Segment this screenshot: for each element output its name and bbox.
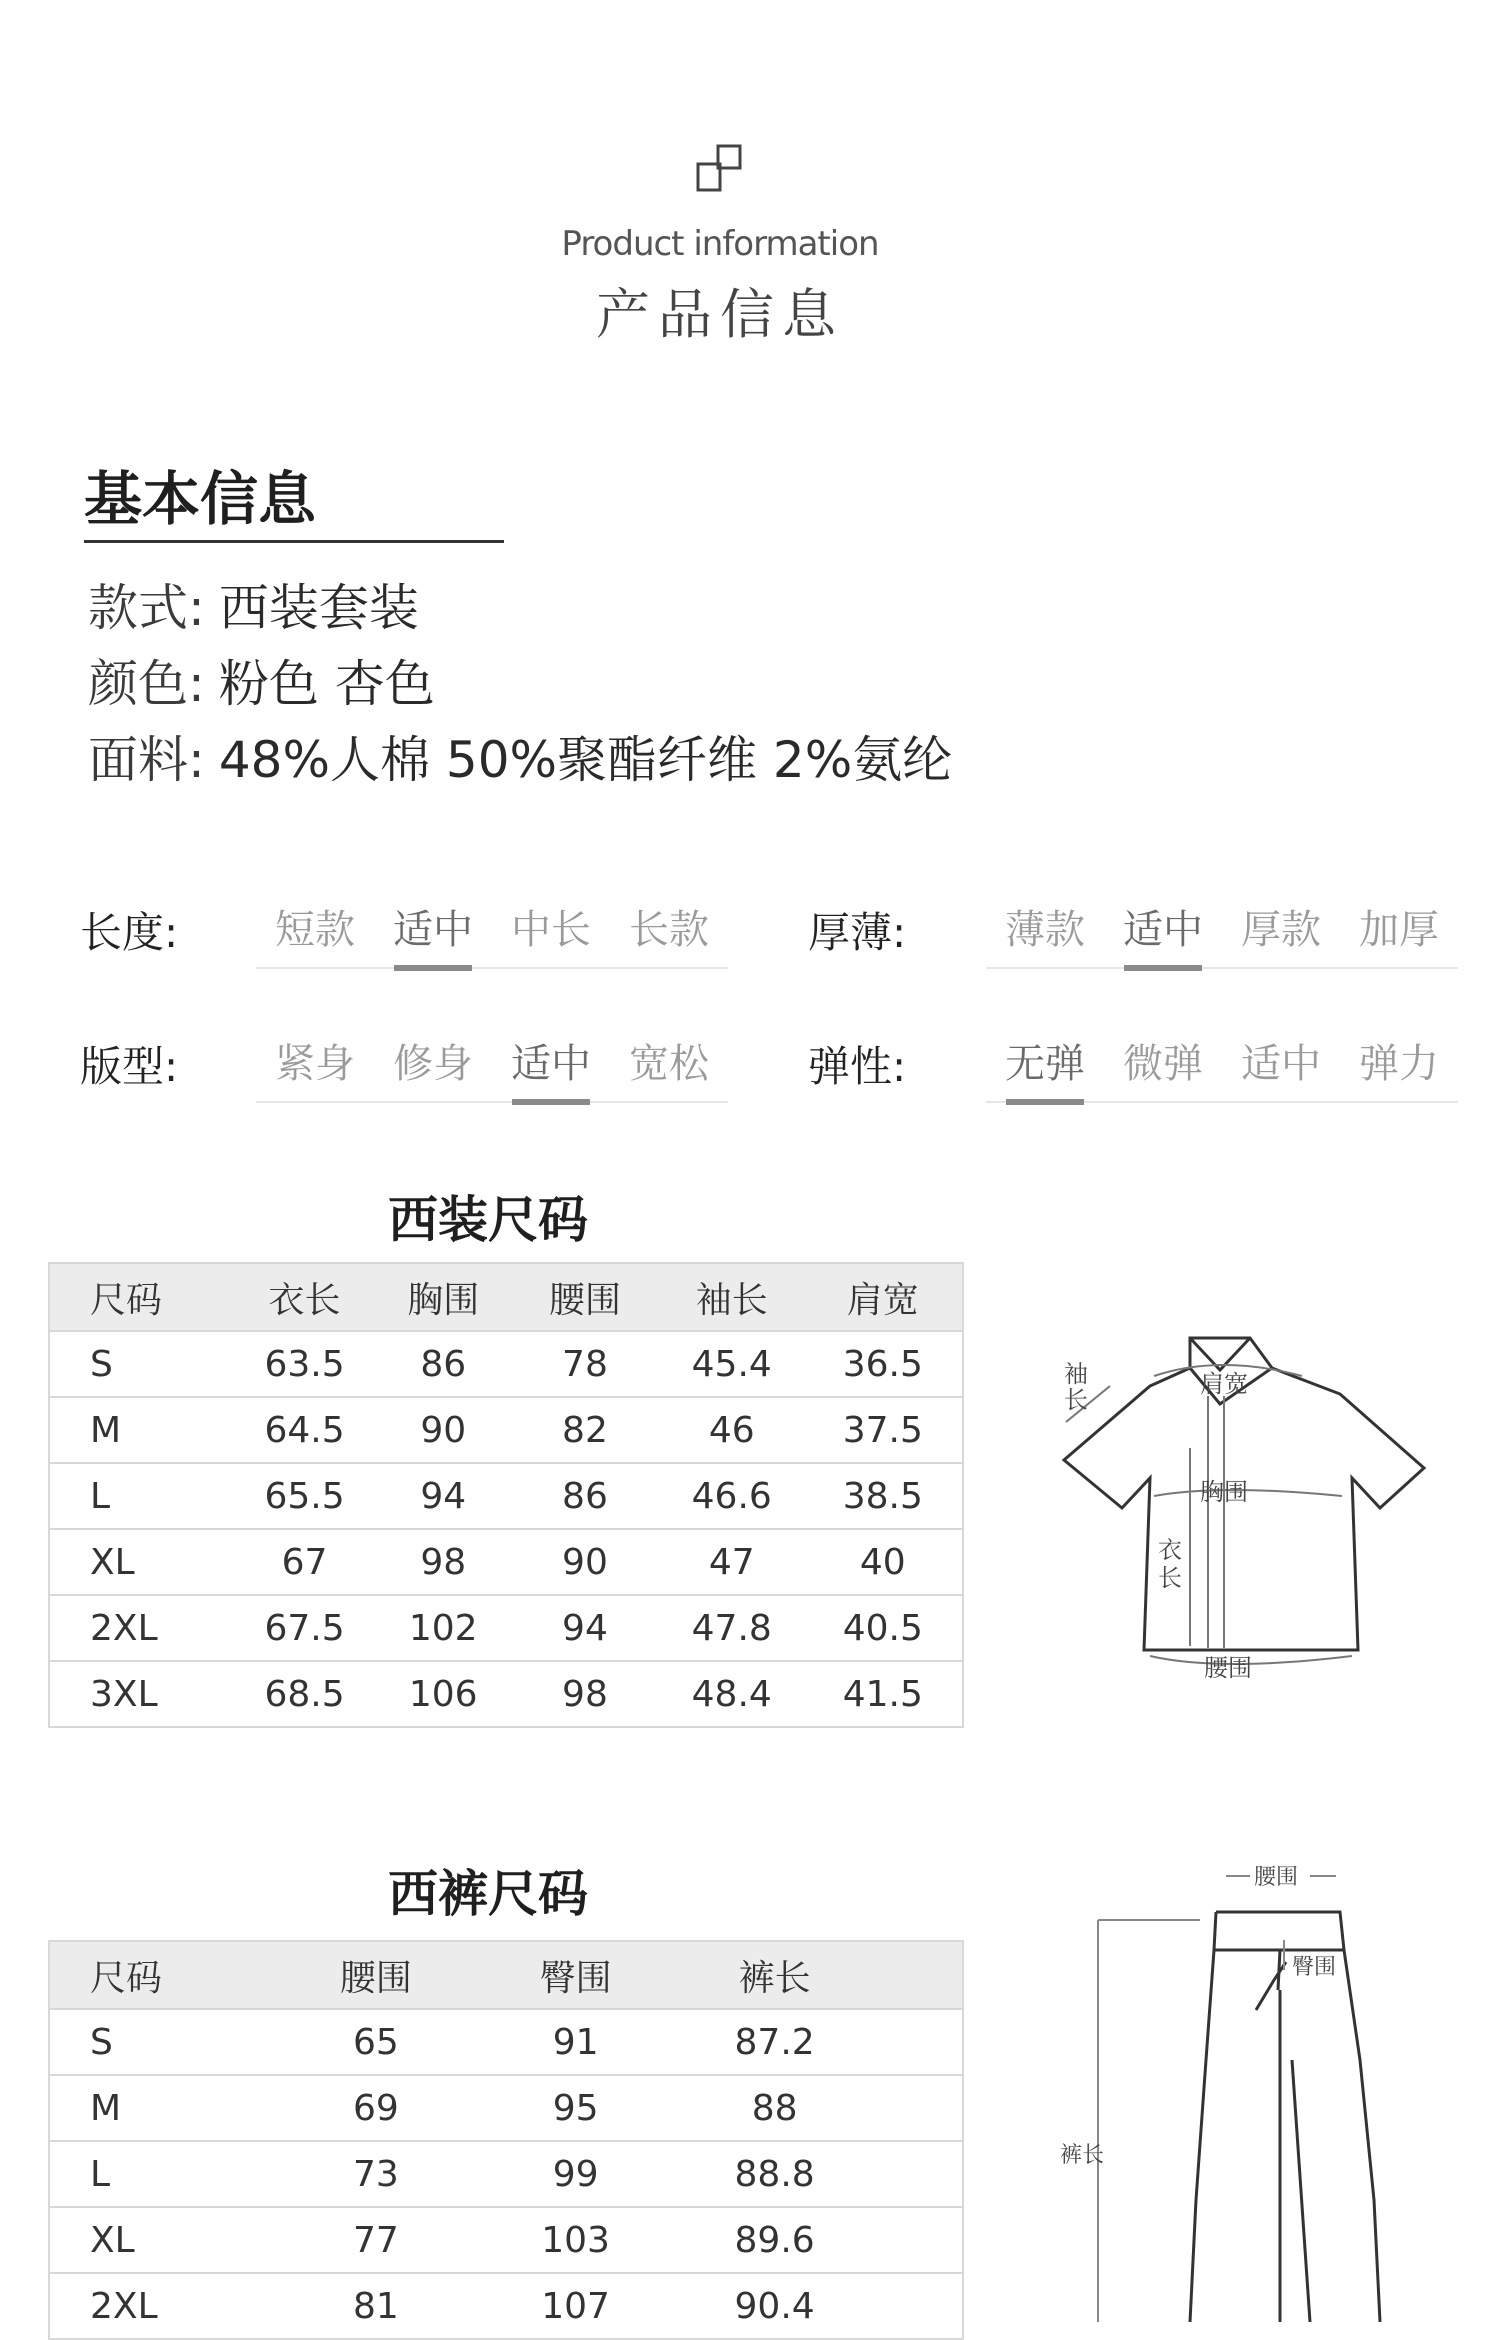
table-cell: XL (49, 2207, 281, 2273)
waist-label: 腰围 (1204, 1654, 1252, 1682)
pants-measure-lines (1098, 1876, 1336, 2322)
attr-option[interactable]: 修身 (374, 1032, 492, 1103)
table-cell: 102 (376, 1595, 510, 1661)
table-header-cell: 腰围 (510, 1263, 660, 1331)
table-cell: 2XL (49, 1595, 233, 1661)
table-cell: M (49, 1397, 233, 1463)
pants-diagram (1040, 1860, 1400, 2322)
table-header-cell (869, 1941, 963, 2009)
table-cell: 65 (281, 2009, 471, 2075)
table-row (49, 2009, 963, 2075)
table-header-cell: 衣长 (233, 1263, 377, 1331)
pants-length-label: 裤长 (1060, 2143, 1105, 2168)
attr-option[interactable]: 弹力 (1340, 1032, 1458, 1103)
attr-option[interactable]: 紧身 (256, 1032, 374, 1103)
attr-option[interactable]: 加厚 (1340, 898, 1458, 969)
sleeve-label-2: 长 (1064, 1386, 1088, 1414)
pants-waist-label: 腰围 (1254, 1865, 1299, 1890)
table-header-cell: 肩宽 (804, 1263, 963, 1331)
table-cell: 47 (660, 1529, 804, 1595)
attr-option[interactable]: 微弹 (1104, 1032, 1222, 1103)
table-cell: 41.5 (804, 1661, 963, 1727)
attr-option-selected[interactable]: 适中 (1104, 898, 1222, 969)
attr-label-thickness: 厚薄: (808, 908, 907, 957)
table-header-cell: 裤长 (681, 1941, 869, 2009)
table-row (49, 2141, 963, 2207)
table-cell: 99 (471, 2141, 681, 2207)
attr-option[interactable]: 长款 (610, 898, 728, 969)
info-value: 粉色 杏色 (218, 655, 435, 713)
table-cell: 38.5 (804, 1463, 963, 1529)
table-cell: 81 (281, 2273, 471, 2339)
table-cell: 82 (510, 1397, 660, 1463)
table-cell: 78 (510, 1331, 660, 1397)
table-cell: 63.5 (233, 1331, 377, 1397)
table-cell: 90.4 (681, 2273, 869, 2339)
table-cell (869, 2009, 963, 2075)
table-cell (869, 2273, 963, 2339)
table-header-cell: 袖长 (660, 1263, 804, 1331)
sleeve-label: 袖 (1064, 1360, 1088, 1388)
table-cell: 90 (376, 1397, 510, 1463)
chest-label: 胸围 (1200, 1478, 1248, 1506)
table-header-row (49, 1263, 963, 1331)
table-cell: L (49, 2141, 281, 2207)
length-label: 衣 (1158, 1536, 1182, 1564)
table-cell: 77 (281, 2207, 471, 2273)
attr-options-elasticity (986, 1032, 1458, 1103)
table-row (49, 2273, 963, 2339)
table-cell: 68.5 (233, 1661, 377, 1727)
suit-size-table (48, 1262, 964, 1728)
attr-option[interactable]: 适中 (1222, 1032, 1340, 1103)
table-cell: 87.2 (681, 2009, 869, 2075)
table-cell: 88 (681, 2075, 869, 2141)
attr-option[interactable]: 短款 (256, 898, 374, 969)
table-cell: 65.5 (233, 1463, 377, 1529)
table-cell: 47.8 (660, 1595, 804, 1661)
table-row (49, 1595, 963, 1661)
table-cell: L (49, 1463, 233, 1529)
table-cell: 67.5 (233, 1595, 377, 1661)
table-cell: 91 (471, 2009, 681, 2075)
pants-size-table (48, 1940, 964, 2340)
shoulder-label: 肩宽 (1200, 1370, 1248, 1398)
table-cell: 94 (510, 1595, 660, 1661)
table-cell: 69 (281, 2075, 471, 2141)
attr-label-elasticity: 弹性: (808, 1042, 907, 1091)
table-cell (869, 2207, 963, 2273)
table-cell: 2XL (49, 2273, 281, 2339)
attr-option-selected[interactable]: 无弹 (986, 1032, 1104, 1103)
section-divider (84, 540, 504, 543)
table-row (49, 1529, 963, 1595)
table-row (49, 1463, 963, 1529)
info-label: 面料: (88, 731, 205, 789)
basic-info-title: 基本信息 (84, 465, 317, 533)
table-cell: 45.4 (660, 1331, 804, 1397)
info-label: 颜色: (88, 655, 205, 713)
info-row-fabric (88, 720, 952, 792)
table-header-cell: 尺码 (49, 1263, 233, 1331)
table-cell: 36.5 (804, 1331, 963, 1397)
table-cell: 90 (510, 1529, 660, 1595)
info-row-color (88, 644, 435, 716)
table-row (49, 2207, 963, 2273)
table-cell: 48.4 (660, 1661, 804, 1727)
length-label-2: 长 (1158, 1564, 1182, 1592)
table-cell: 67 (233, 1529, 377, 1595)
pants-hip-label: 臀围 (1292, 1955, 1337, 1980)
attr-option[interactable]: 宽松 (610, 1032, 728, 1103)
info-value: 西装套装 (218, 579, 419, 637)
info-row-style (88, 568, 419, 640)
table-header-cell: 尺码 (49, 1941, 281, 2009)
table-cell: 98 (510, 1661, 660, 1727)
table-cell: 94 (376, 1463, 510, 1529)
attr-option-selected[interactable]: 适中 (374, 898, 492, 969)
table-cell: 106 (376, 1661, 510, 1727)
header-title-en: Product information (561, 224, 879, 264)
table-cell: 46.6 (660, 1463, 804, 1529)
table-cell: 37.5 (804, 1397, 963, 1463)
jacket-measure-lines (1066, 1365, 1352, 1664)
table-row (49, 1661, 963, 1727)
table-cell: 86 (376, 1331, 510, 1397)
table-header-cell: 腰围 (281, 1941, 471, 2009)
attr-label-fit: 版型: (80, 1042, 179, 1091)
table-cell: 73 (281, 2141, 471, 2207)
suit-table-title: 西装尺码 (388, 1191, 588, 1249)
table-cell (869, 2075, 963, 2141)
table-cell: 98 (376, 1529, 510, 1595)
info-value: 48%人棉 50%聚酯纤维 2%氨纶 (218, 731, 953, 789)
table-cell: 95 (471, 2075, 681, 2141)
table-cell: M (49, 2075, 281, 2141)
attr-options-thickness (986, 898, 1458, 969)
attr-label-length: 长度: (80, 908, 179, 957)
table-cell: 46 (660, 1397, 804, 1463)
jacket-diagram (1040, 1310, 1440, 1690)
table-row (49, 2075, 963, 2141)
table-cell: 3XL (49, 1661, 233, 1727)
table-cell: 86 (510, 1463, 660, 1529)
table-cell: 107 (471, 2273, 681, 2339)
table-header-row (49, 1941, 963, 2009)
table-header-cell: 胸围 (376, 1263, 510, 1331)
product-info-icon (696, 142, 744, 194)
table-cell: 103 (471, 2207, 681, 2273)
table-cell: 89.6 (681, 2207, 869, 2273)
table-cell: 64.5 (233, 1397, 377, 1463)
table-cell: S (49, 1331, 233, 1397)
table-row (49, 1397, 963, 1463)
pants-table-title: 西裤尺码 (388, 1865, 588, 1923)
table-cell: XL (49, 1529, 233, 1595)
attr-option[interactable]: 厚款 (1222, 898, 1340, 969)
attr-option[interactable]: 薄款 (986, 898, 1104, 969)
table-cell: 40 (804, 1529, 963, 1595)
pants-outline (1190, 1912, 1380, 2322)
header-title-cn: 产品信息 (596, 283, 844, 346)
info-label: 款式: (88, 579, 205, 637)
table-cell: 88.8 (681, 2141, 869, 2207)
table-header-cell: 臀围 (471, 1941, 681, 2009)
attr-options-length (256, 898, 728, 969)
attr-options-fit (256, 1032, 728, 1103)
table-cell (869, 2141, 963, 2207)
attr-option[interactable]: 中长 (492, 898, 610, 969)
table-row (49, 1331, 963, 1397)
attr-option-selected[interactable]: 适中 (492, 1032, 610, 1103)
table-cell: S (49, 2009, 281, 2075)
table-cell: 40.5 (804, 1595, 963, 1661)
